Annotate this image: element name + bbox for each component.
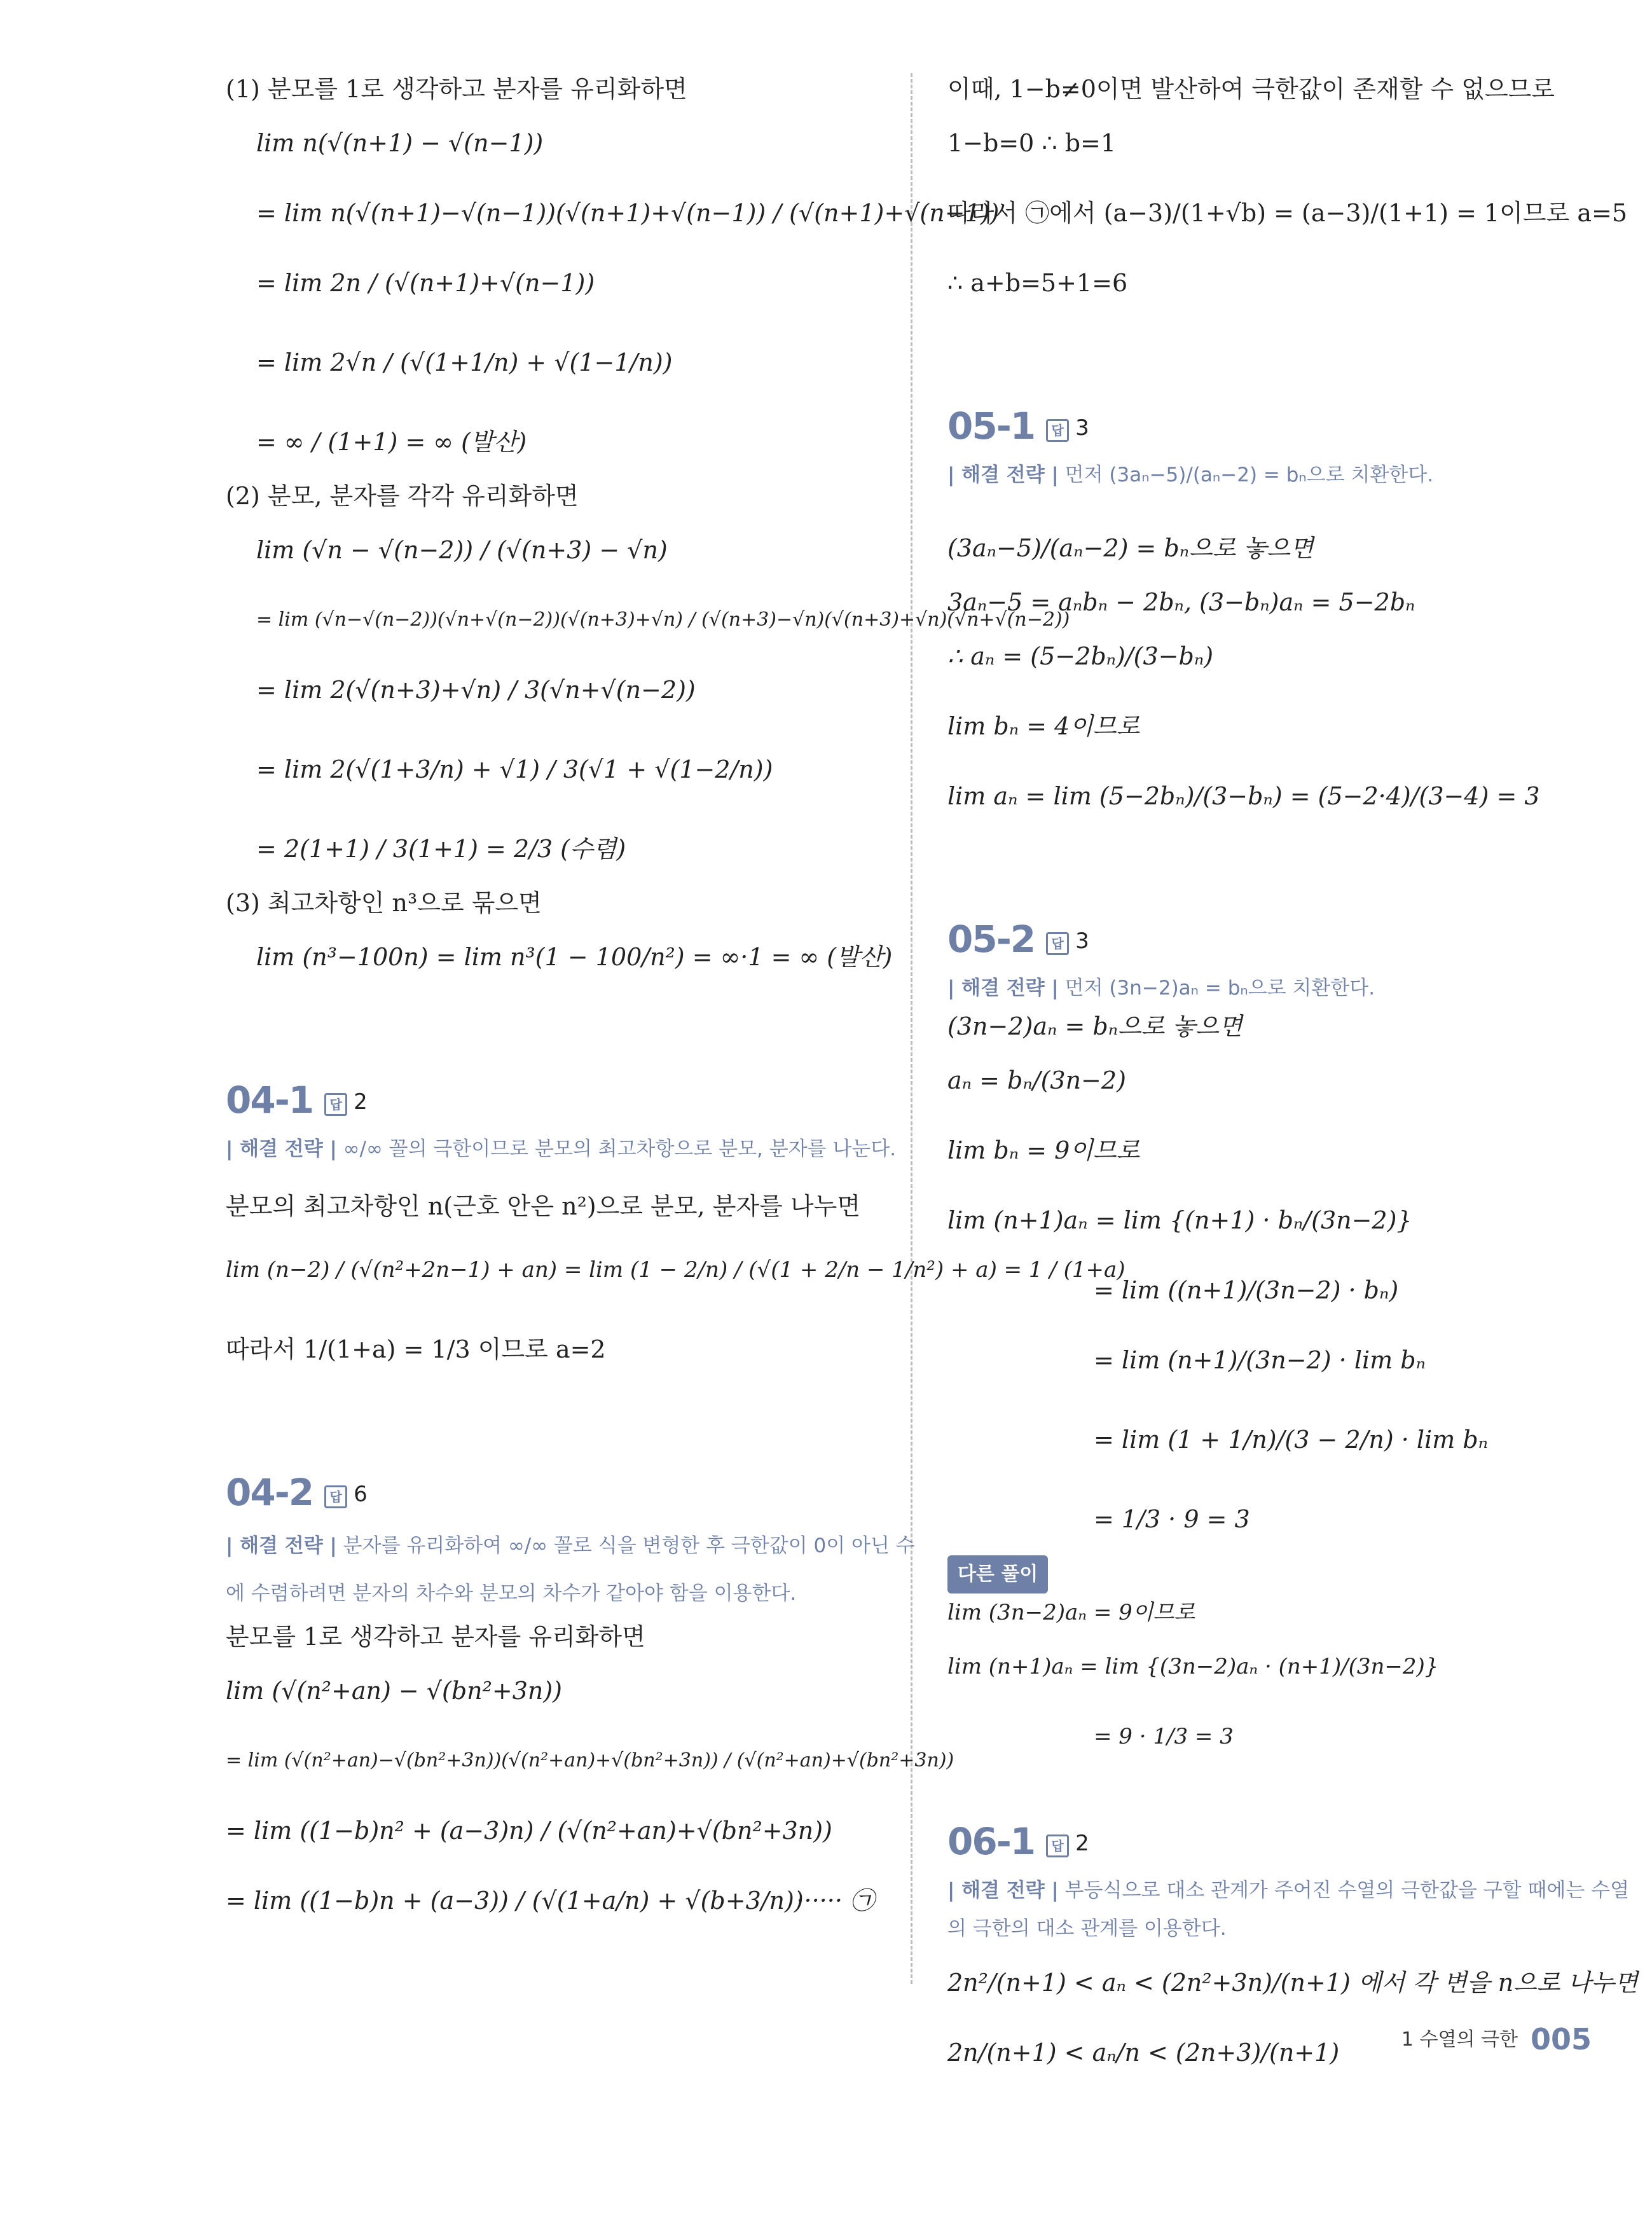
answer-value: 2 xyxy=(354,1089,368,1115)
equation-body: = lim ((1−b)n + (a−3)) / (√(1+a/n) + √(b+3/n)) xyxy=(226,1887,804,1915)
answer-value: 3 xyxy=(1075,928,1089,954)
solution-text: lim bₙ = 4이므로 xyxy=(947,712,1140,740)
strategy-tag: | 해결 전략 | xyxy=(226,1138,337,1160)
strategy-line-2: 의 극한의 대소 관계를 이용한다. xyxy=(947,1917,1227,1940)
section-number: 05-1 xyxy=(947,404,1035,448)
answer-value: 2 xyxy=(1075,1831,1089,1856)
page-footer xyxy=(1401,2022,1592,2056)
section-06-1-header xyxy=(947,1816,1609,1871)
strategy-tag: | 해결 전략 | xyxy=(947,464,1059,486)
equation-marker: ······ ㉠ xyxy=(796,1887,874,1915)
page-number: 005 xyxy=(1530,2022,1592,2056)
solution-text: aₙ = bₙ/(3n−2) xyxy=(947,1066,1126,1094)
strategy-line xyxy=(226,1522,915,1570)
equation: = lim (√(n²+an)−√(bn²+3n))(√(n²+an)+√(bn²+3n)) / (√(n²+an)+√(bn²+3n)) xyxy=(226,1749,954,1772)
solution-text: 3aₙ−5 = aₙbₙ − 2bₙ, (3−bₙ)aₙ = 5−2bₙ xyxy=(947,588,1415,616)
solution-text: 이때, 1−b≠0이면 발산하여 극한값이 존재할 수 없으므로 xyxy=(947,75,1555,103)
equation: = lim 2(√(1+3/n) + √1) / 3(√1 + √(1−2/n)) xyxy=(256,755,773,783)
answer-icon: 답 xyxy=(1046,1834,1069,1857)
equation: = lim ((1−b)n² + (a−3)n) / (√(n²+an)+√(bn²+3n)) xyxy=(226,1817,832,1845)
solution-text: = lim (n+1)/(3n−2) · lim bₙ xyxy=(1094,1346,1426,1374)
strategy-tag: | 해결 전략 | xyxy=(226,1534,337,1557)
solution-text: = lim (1 + 1/n)/(3 − 2/n) · lim bₙ xyxy=(1094,1426,1489,1454)
solution-text: lim (n+1)aₙ = lim {(3n−2)aₙ · (n+1)/(3n−2)} xyxy=(947,1654,1439,1679)
strategy-line xyxy=(947,456,1609,494)
solution-text: ∴ aₙ = (5−2bₙ)/(3−bₙ) xyxy=(947,642,1214,670)
equation: = ∞ / (1+1) = ∞ (발산) xyxy=(256,428,527,456)
strategy-line xyxy=(947,1871,1630,1910)
section-number: 04-2 xyxy=(226,1471,313,1514)
strategy-line xyxy=(226,1130,897,1168)
equation: lim n(√(n+1) − √(n−1)) xyxy=(256,129,544,157)
alt-solution-badge: 다른 풀이 xyxy=(947,1555,1048,1593)
strategy-tag: | 해결 전략 | xyxy=(947,1879,1059,1902)
problem-1-heading: (1) 분모를 1로 생각하고 분자를 유리화하면 xyxy=(226,75,687,103)
strategy-tag: | 해결 전략 | xyxy=(947,977,1059,1000)
solution-text: (3aₙ−5)/(aₙ−2) = bₙ으로 놓으면 xyxy=(947,534,1314,562)
problem-2-heading: (2) 분모, 분자를 각각 유리화하면 xyxy=(226,482,579,510)
solution-text: lim (n+1)aₙ = lim {(n+1) · bₙ/(3n−2)} xyxy=(947,1206,1412,1234)
equation: = lim n(√(n+1)−√(n−1))(√(n+1)+√(n−1)) / (√(n+1)+√(n−1)) xyxy=(256,199,1000,227)
equation: = lim 2n / (√(n+1)+√(n−1)) xyxy=(256,269,595,297)
solution-text: lim bₙ = 9이므로 xyxy=(947,1136,1140,1164)
solution-text: 분모를 1로 생각하고 분자를 유리화하면 xyxy=(226,1623,645,1651)
solution-text: = 1/3 · 9 = 3 xyxy=(1094,1505,1250,1533)
solution-text: = lim ((n+1)/(3n−2) · bₙ) xyxy=(1094,1276,1399,1304)
equation: = 2(1+1) / 3(1+1) = 2/3 (수렴) xyxy=(256,835,626,863)
section-05-1-header xyxy=(947,401,1609,456)
strategy-line-2: 에 수렴하려면 분자의 차수와 분모의 차수가 같아야 함을 이용한다. xyxy=(226,1582,797,1605)
equation: lim (√n − √(n−2)) / (√(n+3) − √n) xyxy=(256,536,668,564)
section-05-2-header xyxy=(947,914,1609,969)
answer-value: 6 xyxy=(354,1482,368,1507)
answer-icon: 답 xyxy=(324,1485,347,1508)
column-divider xyxy=(911,73,912,1984)
chapter-title: 1 수열의 극한 xyxy=(1401,2028,1518,2051)
solution-text: lim aₙ = lim (5−2bₙ)/(3−bₙ) = (5−2·4)/(3−4) = 3 xyxy=(947,782,1540,810)
problem-3-heading: (3) 최고차항인 n³으로 묶으면 xyxy=(226,889,542,917)
equation: lim (n³−100n) = lim n³(1 − 100/n²) = ∞·1 = ∞ (발산) xyxy=(256,943,893,971)
conclusion-text: 따라서 1/(1+a) = 1/3 이므로 a=2 xyxy=(226,1335,606,1363)
solution-text: 분모의 최고차항인 n(근호 안은 n²)으로 분모, 분자를 나누면 xyxy=(226,1192,861,1220)
alt-solution-header xyxy=(947,1554,1609,1593)
section-04-1-header xyxy=(226,1075,887,1130)
section-number: 04-1 xyxy=(226,1078,313,1122)
solution-text: lim (3n−2)aₙ = 9이므로 xyxy=(947,1600,1195,1625)
answer-icon: 답 xyxy=(324,1093,347,1116)
strategy-line xyxy=(947,969,1609,1007)
solution-text: 2n/(n+1) < aₙ/n < (2n+3)/(n+1) xyxy=(947,2039,1340,2067)
equation: lim (√(n²+an) − √(bn²+3n)) xyxy=(226,1677,562,1705)
equation: lim (n−2) / (√(n²+2n−1) + an) = lim (1 − 2/n) / (√(1 + 2/n − 1/n²) + a) = 1 / (1+a) xyxy=(226,1257,1125,1283)
strategy-text: ∞/∞ 꼴의 극한이므로 분모의 최고차항으로 분모, 분자를 나눈다. xyxy=(343,1138,897,1160)
solution-text: (3n−2)aₙ = bₙ으로 놓으면 xyxy=(947,1012,1242,1040)
answer-icon: 답 xyxy=(1046,932,1069,955)
answer-value: 3 xyxy=(1075,415,1089,441)
section-number: 05-2 xyxy=(947,918,1035,961)
solution-text: 1−b=0 ∴ b=1 xyxy=(947,129,1117,157)
strategy-text: 먼저 (3n−2)aₙ = bₙ으로 치환한다. xyxy=(1064,977,1375,1000)
equation: = lim 2(√(n+3)+√n) / 3(√n+√(n−2)) xyxy=(256,676,696,704)
solution-text: 2n²/(n+1) < aₙ < (2n²+3n)/(n+1) 에서 각 변을 n으로 나누면 xyxy=(947,1969,1638,1997)
equation: = lim 2√n / (√(1+1/n) + √(1−1/n)) xyxy=(256,348,673,376)
section-number: 06-1 xyxy=(947,1820,1035,1863)
answer-icon: 답 xyxy=(1046,419,1069,442)
solution-text: = 9 · 1/3 = 3 xyxy=(1094,1724,1234,1749)
solution-text: ∴ a+b=5+1=6 xyxy=(947,269,1128,297)
right-column xyxy=(947,70,1638,2088)
strategy-text: 먼저 (3aₙ−5)/(aₙ−2) = bₙ으로 치환한다. xyxy=(1064,464,1434,486)
strategy-text: 분자를 유리화하여 ∞/∞ 꼴로 식을 변형한 후 극한값이 0이 아닌 수 xyxy=(343,1534,915,1557)
solution-text: 따라서 ㉠에서 (a−3)/(1+√b) = (a−3)/(1+1) = 1이므로 a=5 xyxy=(947,199,1628,227)
equation xyxy=(226,1866,887,1936)
section-04-2-header xyxy=(226,1467,887,1522)
strategy-text: 부등식으로 대소 관계가 주어진 수열의 극한값을 구할 때에는 수열 xyxy=(1064,1879,1630,1902)
equation: = lim (√n−√(n−2))(√n+√(n−2))(√(n+3)+√n) / (√(n+3)−√n)(√(n+3)+√n)(√n+√(n−2)) xyxy=(256,609,1070,631)
